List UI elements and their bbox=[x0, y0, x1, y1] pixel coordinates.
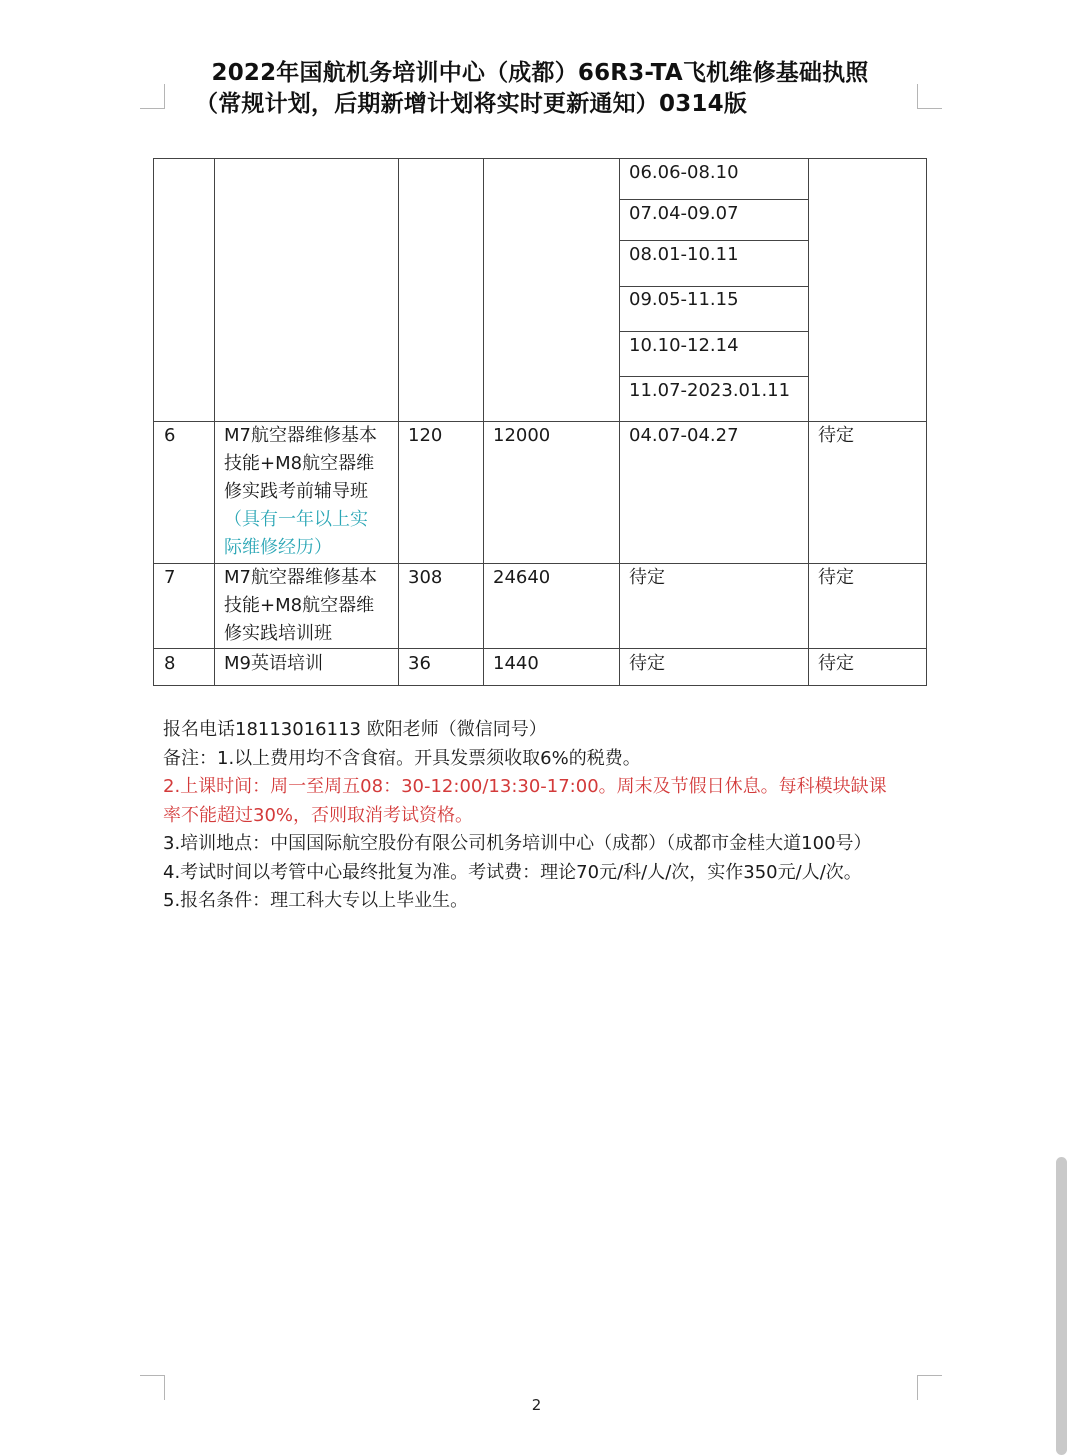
contact-phone: 报名电话18113016113 欧阳老师（微信同号） bbox=[163, 719, 547, 740]
document-title-line2: （常规计划，后期新增计划将实时更新通知）0314版 bbox=[195, 91, 748, 117]
note-4: 4.考试时间以考管中心最终批复为准。考试费：理论70元/科/人/次，实作350元/人/次。 bbox=[163, 861, 862, 883]
note-1: 备注：1.以上费用均不含食宿。开具发票须收取6%的税费。 bbox=[163, 747, 641, 769]
vertical-scrollbar[interactable] bbox=[1056, 1157, 1067, 1455]
document-title-line1: 2022年国航机务培训中心（成都）66R3-TA飞机维修基础执照 bbox=[211, 60, 869, 86]
date-cell: 11.07-2023.01.11 bbox=[629, 380, 791, 401]
hours-cell: 36 bbox=[408, 653, 431, 674]
hours-cell: 308 bbox=[408, 567, 443, 588]
date-cell: 08.01-10.11 bbox=[629, 244, 739, 265]
fee-cell: 1440 bbox=[493, 653, 539, 674]
note-2-line2: 率不能超过30%，否则取消考试资格。 bbox=[163, 804, 474, 826]
page-number: 2 bbox=[531, 1396, 542, 1414]
date-cell: 10.10-12.14 bbox=[629, 335, 739, 356]
date-cell: 待定 bbox=[629, 567, 665, 588]
date-cell: 待定 bbox=[629, 653, 665, 674]
date-cell: 09.05-11.15 bbox=[629, 289, 739, 310]
fee-cell: 24640 bbox=[493, 567, 551, 588]
row-number: 7 bbox=[164, 567, 176, 588]
notes-section bbox=[163, 716, 953, 916]
course-name: M7航空器维修基本 技能+M8航空器维 修实践培训班 bbox=[224, 567, 377, 644]
note-3: 3.培训地点：中国国际航空股份有限公司机务培训中心（成都）（成都市金桂大道100号） bbox=[163, 833, 872, 854]
row-number: 6 bbox=[164, 425, 176, 446]
course-name: M7航空器维修基本 技能+M8航空器维 修实践考前辅导班 （具有一年以上实 际维修经历） bbox=[224, 422, 396, 562]
crop-mark-top-right bbox=[917, 84, 942, 109]
crop-mark-top-left bbox=[140, 84, 165, 109]
course-schedule-table bbox=[153, 158, 927, 686]
row-number: 8 bbox=[164, 653, 176, 674]
hours-cell: 120 bbox=[408, 425, 443, 446]
exam-cell: 待定 bbox=[818, 567, 854, 588]
exam-cell: 待定 bbox=[818, 425, 854, 446]
note-5: 5.报名条件：理工科大专以上毕业生。 bbox=[163, 890, 469, 911]
exam-cell: 待定 bbox=[818, 653, 854, 674]
fee-cell: 12000 bbox=[493, 425, 551, 446]
date-cell: 06.06-08.10 bbox=[629, 162, 739, 183]
course-requirement-note: （具有一年以上实 bbox=[224, 509, 368, 530]
course-name: M9英语培训 bbox=[224, 653, 323, 674]
date-cell: 07.04-09.07 bbox=[629, 203, 739, 224]
note-2-line1: 2.上课时间：周一至周五08：30-12:00/13:30-17:00。周末及节假日休息。每科模块缺课 bbox=[163, 776, 887, 797]
date-cell: 04.07-04.27 bbox=[629, 425, 739, 446]
